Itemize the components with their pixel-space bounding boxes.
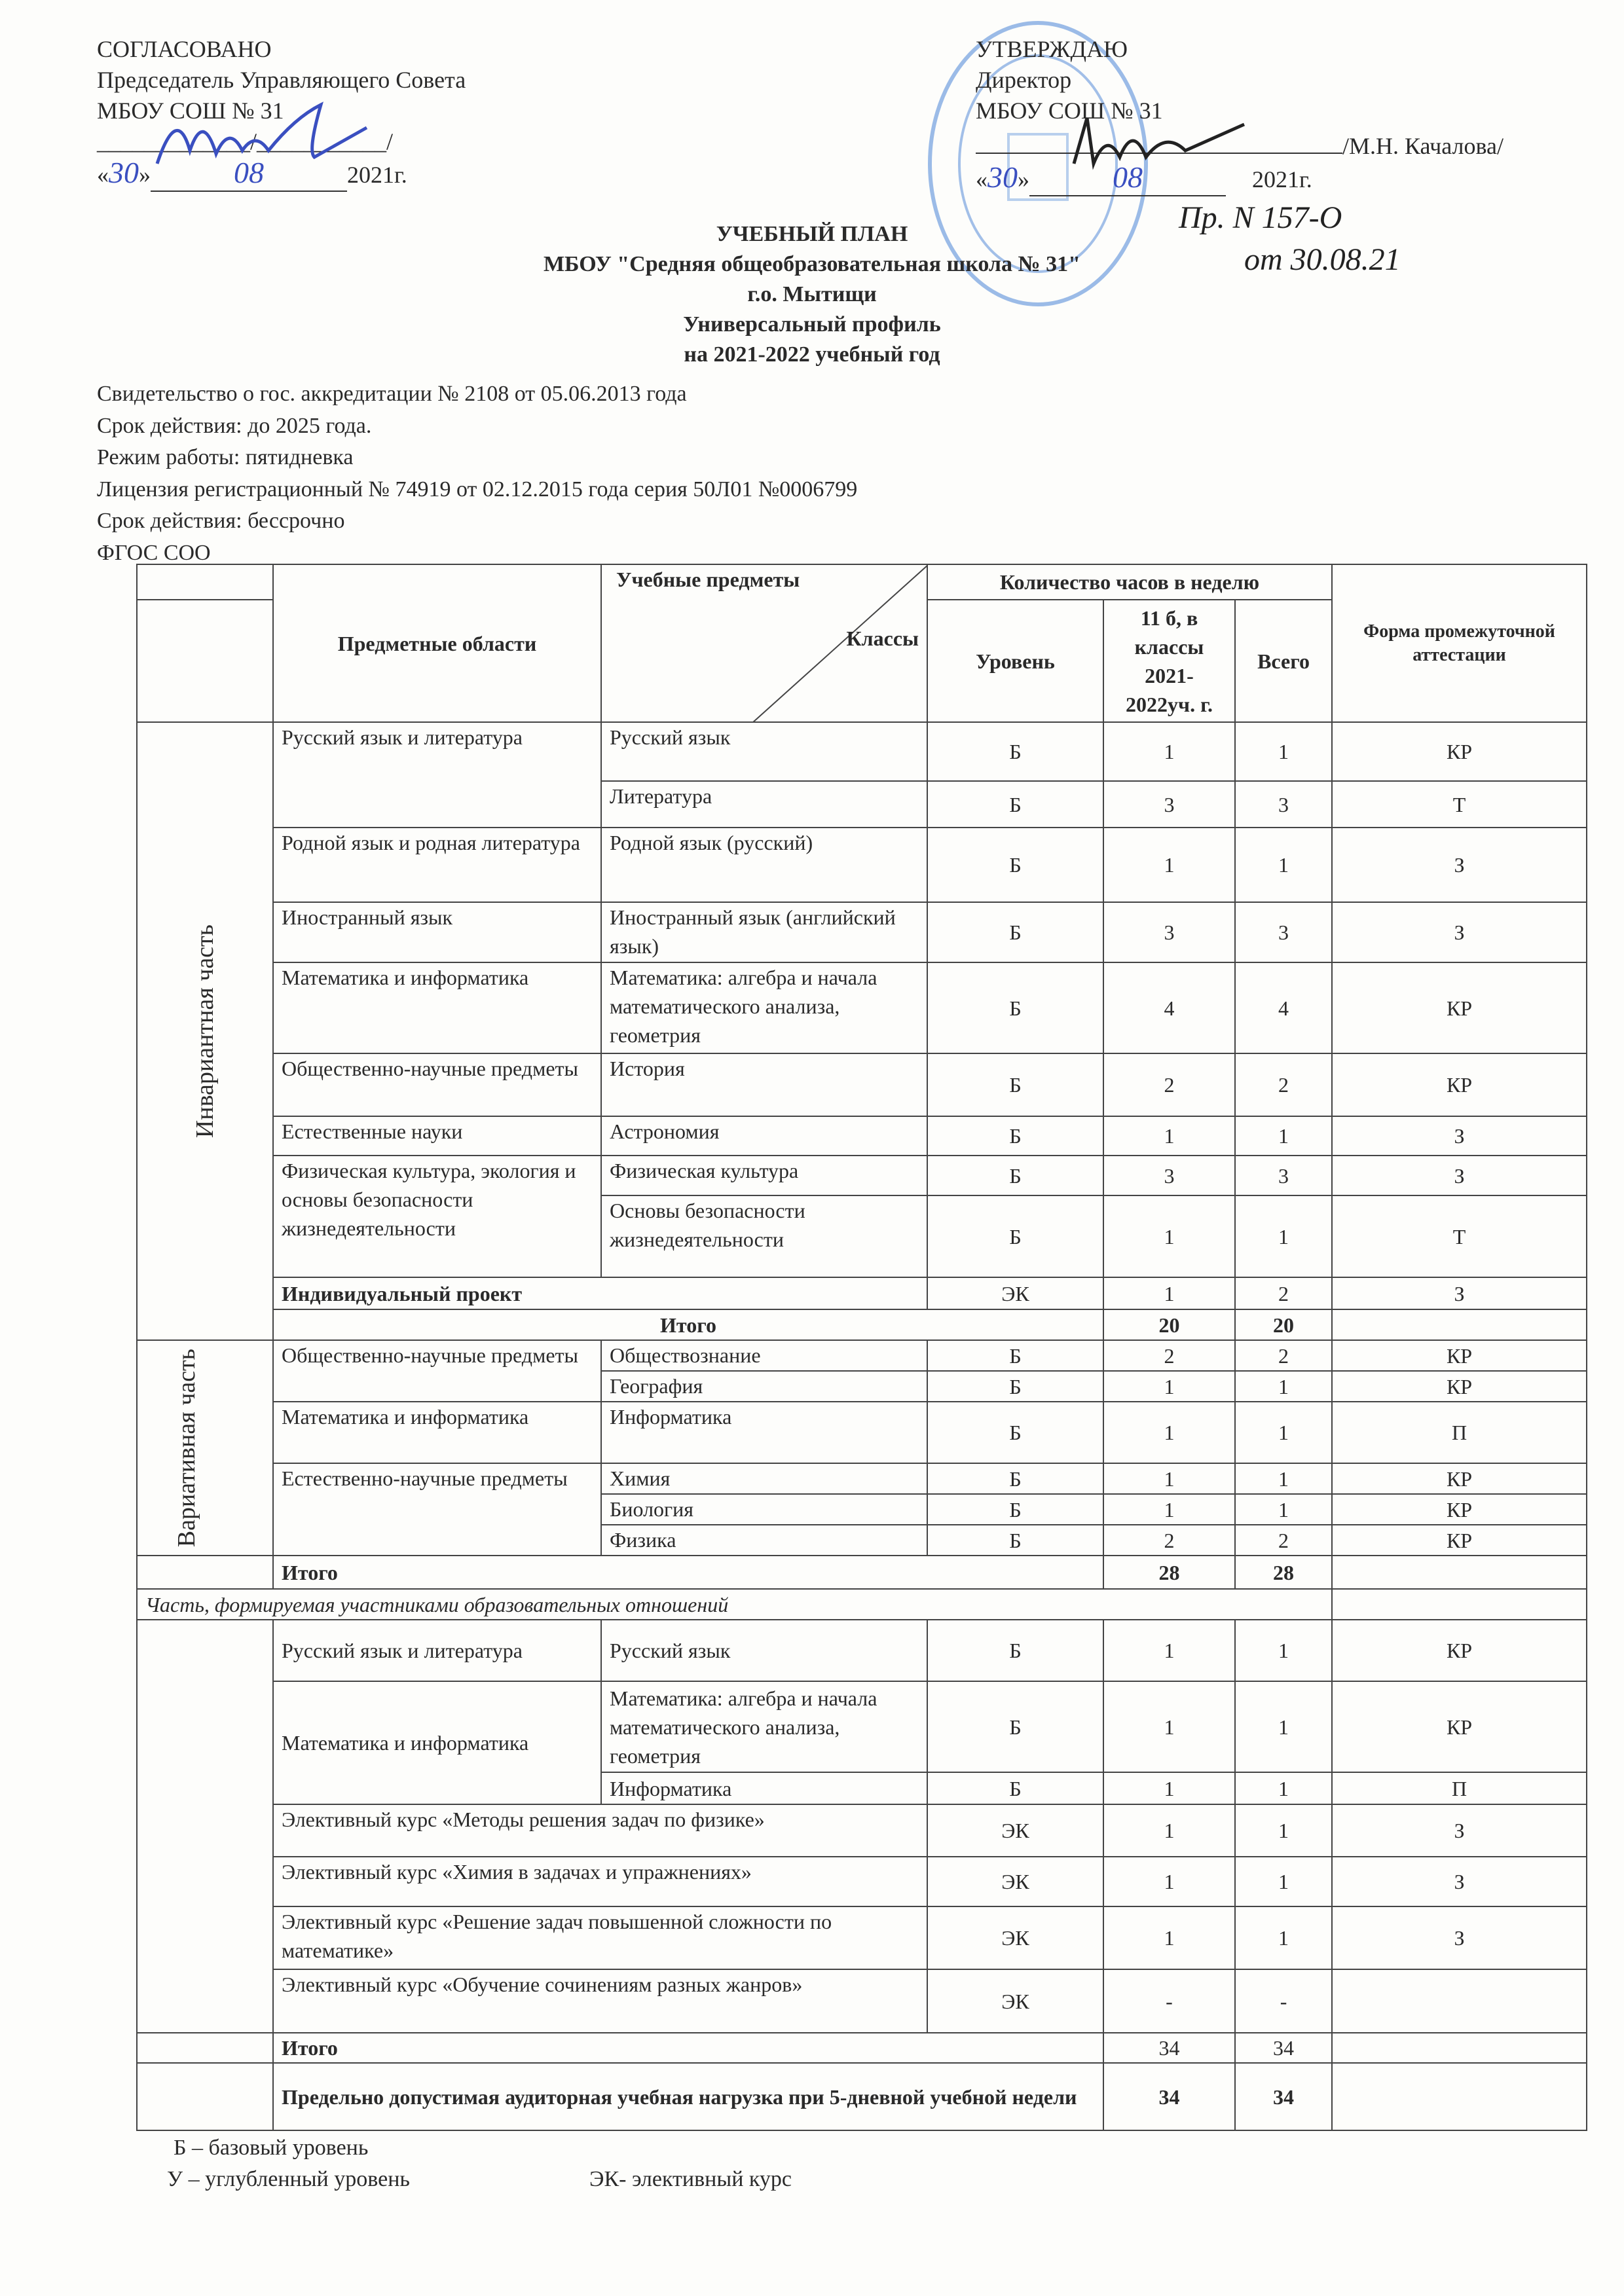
- legend-basic: Б – базовый уровень: [174, 2136, 369, 2160]
- hours: 1: [1103, 828, 1235, 902]
- subject-area: Родной язык и родная литература: [273, 828, 601, 902]
- table-row: [137, 1589, 1587, 1620]
- total: 1: [1235, 1620, 1332, 1681]
- invariant-part-text: Инвариантная часть: [191, 924, 219, 1139]
- subject: История: [601, 1053, 927, 1116]
- left-signature: [151, 92, 399, 177]
- variative-total-label: Итого: [273, 1556, 1103, 1589]
- cell: [1332, 2033, 1587, 2063]
- subject: Математика: алгебра и начала математического анализа, геометрия: [601, 1681, 927, 1772]
- table-row: [137, 1116, 1587, 1156]
- form: П: [1332, 1772, 1587, 1804]
- approval-left-date: «30» 08 2021г.: [97, 157, 466, 192]
- form: КР: [1332, 1620, 1587, 1681]
- title-line: г.о. Мытищи: [747, 282, 877, 306]
- hours: 1: [1103, 1402, 1235, 1463]
- total: 2: [1235, 1053, 1332, 1116]
- hours: 1: [1103, 1804, 1235, 1857]
- level: ЭК: [927, 1857, 1103, 1906]
- total: 1: [1235, 1195, 1332, 1277]
- hours: 1: [1103, 1494, 1235, 1525]
- cell: [137, 2063, 273, 2130]
- hours: 1: [1103, 1463, 1235, 1494]
- handwritten-day: 30: [987, 160, 1018, 194]
- table-row: [137, 2033, 1587, 2063]
- table-row: [137, 1681, 1587, 1772]
- handwritten-day: 30: [109, 156, 139, 189]
- header-total: Всего: [1235, 600, 1332, 722]
- curriculum-table: [136, 564, 1587, 2131]
- subject-area: Математика и информатика: [273, 1681, 601, 1804]
- hours: 1: [1103, 1620, 1235, 1681]
- level: Б: [927, 1772, 1103, 1804]
- level: Б: [927, 1525, 1103, 1556]
- subject: Основы безопасности жизнедеятельности: [601, 1195, 927, 1277]
- approval-right-title: УТВЕРЖДАЮ: [976, 36, 1128, 62]
- subject-area: Естественные науки: [273, 1116, 601, 1156]
- form: З: [1332, 828, 1587, 902]
- table-row: [137, 902, 1587, 962]
- level: ЭК: [927, 1969, 1103, 2033]
- form: З: [1332, 1906, 1587, 1969]
- hours: 1: [1103, 1116, 1235, 1156]
- total: 1: [1235, 1681, 1332, 1772]
- table-row: [137, 1277, 1587, 1309]
- form: КР: [1332, 722, 1587, 781]
- subject: Русский язык: [601, 1620, 927, 1681]
- subject: Информатика: [601, 1772, 927, 1804]
- subject-area: Общественно-научные предметы: [273, 1340, 601, 1402]
- total: 1: [1235, 828, 1332, 902]
- table-row: [137, 1556, 1587, 1589]
- subject-area: Естественно-научные предметы: [273, 1463, 601, 1556]
- level: Б: [927, 1195, 1103, 1277]
- total: 1: [1235, 1857, 1332, 1906]
- legend-advanced: У – углубленный уровень: [167, 2167, 410, 2191]
- level: Б: [927, 1402, 1103, 1463]
- form: Т: [1332, 781, 1587, 828]
- hours: 1: [1103, 1195, 1235, 1277]
- hours: 3: [1103, 902, 1235, 962]
- hours: 1: [1103, 1371, 1235, 1402]
- form: КР: [1332, 1463, 1587, 1494]
- document-title: [0, 219, 1624, 370]
- subject: Родной язык (русский): [601, 828, 927, 902]
- level: Б: [927, 1340, 1103, 1371]
- level: Б: [927, 1620, 1103, 1681]
- order-note: Пр. N 157-О: [1179, 200, 1342, 235]
- total: 3: [1235, 781, 1332, 828]
- table-row: [137, 1053, 1587, 1116]
- elective-course: Элективный курс «Методы решения задач по физике»: [273, 1804, 927, 1857]
- subject-area: Физическая культура, экология и основы безопасности жизнедеятельности: [273, 1156, 601, 1277]
- max-load-label: Предельно допустимая аудиторная учебная нагрузка при 5-дневной учебной недели: [273, 2063, 1103, 2130]
- hours: 1: [1103, 1857, 1235, 1906]
- total: -: [1235, 1969, 1332, 2033]
- total: 20: [1235, 1309, 1332, 1340]
- invariant-part-label: [137, 722, 273, 1340]
- hours: 2: [1103, 1525, 1235, 1556]
- title-line: МБОУ "Средняя общеобразовательная школа № 31": [543, 252, 1081, 276]
- header-class: 11 б, в классы 2021-2022уч. г.: [1103, 600, 1235, 722]
- level: Б: [927, 962, 1103, 1053]
- table-row: [137, 1857, 1587, 1906]
- subject: Физика: [601, 1525, 927, 1556]
- approval-right-date: «30» 08 2021г.: [976, 162, 1504, 196]
- subject-area: Иностранный язык: [273, 902, 601, 962]
- table-row: [137, 828, 1587, 902]
- subject-area: Математика и информатика: [273, 962, 601, 1053]
- level: Б: [927, 1371, 1103, 1402]
- form: З: [1332, 1116, 1587, 1156]
- invariant-total-label: Итого: [273, 1309, 1103, 1340]
- level: Б: [927, 1681, 1103, 1772]
- table-row: [137, 1804, 1587, 1857]
- header-subjects-classes: Учебные предметы Классы: [601, 564, 927, 722]
- form: З: [1332, 1156, 1587, 1195]
- total: 2: [1235, 1340, 1332, 1371]
- approval-left-org: МБОУ СОШ № 31: [97, 98, 284, 124]
- form: З: [1332, 1857, 1587, 1906]
- total: 28: [1235, 1556, 1332, 1589]
- subject: Обществознание: [601, 1340, 927, 1371]
- subject: Химия: [601, 1463, 927, 1494]
- header-hours: Количество часов в неделю: [927, 564, 1332, 600]
- level: ЭК: [927, 1906, 1103, 1969]
- level: Б: [927, 1116, 1103, 1156]
- form: КР: [1332, 1681, 1587, 1772]
- level: Б: [927, 1156, 1103, 1195]
- total: 1: [1235, 1371, 1332, 1402]
- table-row: [137, 1620, 1587, 1681]
- approval-right-position: Директор: [976, 67, 1072, 93]
- approval-left-title: СОГЛАСОВАНО: [97, 36, 272, 62]
- hours: 34: [1103, 2033, 1235, 2063]
- level: Б: [927, 1463, 1103, 1494]
- table-row: [137, 1463, 1587, 1494]
- form: П: [1332, 1402, 1587, 1463]
- level: Б: [927, 781, 1103, 828]
- header-level: Уровень: [927, 600, 1103, 722]
- hours: 3: [1103, 781, 1235, 828]
- form: З: [1332, 1804, 1587, 1857]
- level: Б: [927, 1494, 1103, 1525]
- title-line: УЧЕБНЫЙ ПЛАН: [716, 222, 908, 246]
- level: Б: [927, 902, 1103, 962]
- total: 3: [1235, 902, 1332, 962]
- form: КР: [1332, 1494, 1587, 1525]
- elective-course: Элективный курс «Обучение сочинениям разных жанров»: [273, 1969, 927, 2033]
- subject-area: Математика и информатика: [273, 1402, 601, 1463]
- form: КР: [1332, 1525, 1587, 1556]
- subject: География: [601, 1371, 927, 1402]
- elective-course: Элективный курс «Химия в задачах и упражнениях»: [273, 1857, 927, 1906]
- total: 2: [1235, 1525, 1332, 1556]
- table-row: [137, 1402, 1587, 1463]
- hours: 1: [1103, 1772, 1235, 1804]
- hours: 1: [1103, 1681, 1235, 1772]
- cell: [137, 2033, 273, 2063]
- cell: [1332, 2063, 1587, 2130]
- hours: 2: [1103, 1053, 1235, 1116]
- subject: Иностранный язык (английский язык): [601, 902, 927, 962]
- handwritten-month: 08: [234, 156, 264, 189]
- table-row: [137, 962, 1587, 1053]
- subject: Биология: [601, 1494, 927, 1525]
- total: 1: [1235, 1494, 1332, 1525]
- cell: [1332, 1589, 1587, 1620]
- handwritten-month: 08: [1113, 160, 1143, 194]
- level: Б: [927, 828, 1103, 902]
- hours: 34: [1103, 2063, 1235, 2130]
- table-row: [137, 1969, 1587, 2033]
- total: 34: [1235, 2063, 1332, 2130]
- hours: 20: [1103, 1309, 1235, 1340]
- table-row: [137, 1156, 1587, 1195]
- cell: [1332, 1309, 1587, 1340]
- subject-area: Русский язык и литература: [273, 1620, 601, 1681]
- right-signature: [1061, 105, 1270, 177]
- participants-part-label: Часть, формируемая участниками образовательных отношений: [137, 1589, 1332, 1620]
- form: КР: [1332, 1340, 1587, 1371]
- level: ЭК: [927, 1277, 1103, 1309]
- approval-left-position: Председатель Управляющего Совета: [97, 67, 466, 93]
- subject: Физическая культура: [601, 1156, 927, 1195]
- title-line: Универсальный профиль: [683, 312, 941, 337]
- total: 1: [1235, 1116, 1332, 1156]
- hours: 3: [1103, 1156, 1235, 1195]
- total: 34: [1235, 2033, 1332, 2063]
- approval-left-signature-line: _____________/___________/: [97, 128, 394, 155]
- form: З: [1332, 902, 1587, 962]
- total: 4: [1235, 962, 1332, 1053]
- variative-part-label: [137, 1340, 273, 1556]
- table-row: [137, 722, 1587, 781]
- hours: 28: [1103, 1556, 1235, 1589]
- hours: 1: [1103, 722, 1235, 781]
- subject-area: Русский язык и литература: [273, 722, 601, 828]
- total: 1: [1235, 722, 1332, 781]
- approval-right-signature-line: /М.Н. Качалова/: [976, 126, 1504, 162]
- subject-area: Общественно-научные предметы: [273, 1053, 601, 1116]
- cell: [1332, 1556, 1587, 1589]
- total: 1: [1235, 1906, 1332, 1969]
- level: Б: [927, 722, 1103, 781]
- form: КР: [1332, 1053, 1587, 1116]
- total: 1: [1235, 1772, 1332, 1804]
- school-info: Свидетельство о гос. аккредитации № 2108 от 05.06.2013 года Срок действия: до 2025 года. Режим работы: пятидневка Лицензия регистрационный № 74919 от 02.12.2015 года серия 50Л01 №0006799 Срок действия: бессрочно ФГОС СОО: [97, 382, 858, 565]
- form: З: [1332, 1277, 1587, 1309]
- hours: 1: [1103, 1906, 1235, 1969]
- form: [1332, 1969, 1587, 2033]
- total: 3: [1235, 1156, 1332, 1195]
- total: 1: [1235, 1402, 1332, 1463]
- table-row: [137, 1906, 1587, 1969]
- hours: 1: [1103, 1277, 1235, 1309]
- elective-course: Элективный курс «Решение задач повышенной сложности по математике»: [273, 1906, 927, 1969]
- subject: Литература: [601, 781, 927, 828]
- header-areas: Предметные области: [273, 564, 601, 722]
- cell: [137, 1620, 273, 2033]
- form: КР: [1332, 1371, 1587, 1402]
- form: КР: [1332, 962, 1587, 1053]
- cell: [137, 1556, 273, 1589]
- title-line: на 2021-2022 учебный год: [684, 342, 940, 367]
- total: 1: [1235, 1463, 1332, 1494]
- level: Б: [927, 1053, 1103, 1116]
- variative-part-text: Вариативная часть: [173, 1348, 200, 1548]
- subject: Русский язык: [601, 722, 927, 781]
- table-row: [137, 2063, 1587, 2130]
- header-form: Форма промежуточной аттестации: [1332, 564, 1587, 722]
- subject: Математика: алгебра и начала математического анализа, геометрия: [601, 962, 927, 1053]
- level: ЭК: [927, 1804, 1103, 1857]
- subject: Астрономия: [601, 1116, 927, 1156]
- order-date: от 30.08.21: [1244, 242, 1401, 277]
- form: Т: [1332, 1195, 1587, 1277]
- individual-project: Индивидуальный проект: [273, 1277, 927, 1309]
- hours: 4: [1103, 962, 1235, 1053]
- total: 1: [1235, 1804, 1332, 1857]
- hours: -: [1103, 1969, 1235, 2033]
- table-row: [137, 1340, 1587, 1371]
- hours: 2: [1103, 1340, 1235, 1371]
- approval-right-org: МБОУ СОШ № 31: [976, 98, 1163, 124]
- legend-elective: ЭК- элективный курс: [589, 2167, 792, 2191]
- subject: Информатика: [601, 1402, 927, 1463]
- participants-total-label: Итого: [273, 2033, 1103, 2063]
- table-row: [137, 1309, 1587, 1340]
- total: 2: [1235, 1277, 1332, 1309]
